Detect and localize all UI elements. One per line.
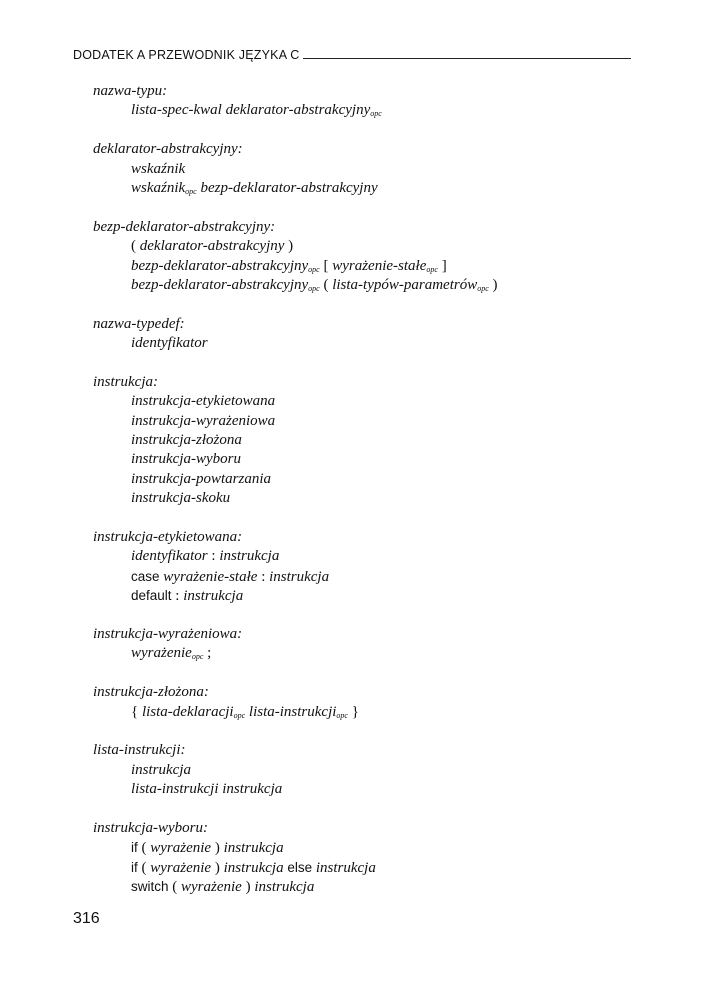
optional-subscript: opc (370, 109, 382, 119)
rule-alternative (93, 780, 653, 799)
rule-alternative (93, 858, 653, 877)
nonterminal: lista-instrukcji instrukcja (131, 781, 283, 798)
optional-subscript: opc (233, 710, 246, 720)
rule-alternative (93, 334, 653, 353)
nonterminal: instrukcja (131, 761, 191, 778)
optional-subscript: opc (308, 283, 320, 293)
nonterminal: instrukcja-skoku (131, 490, 231, 507)
rule-alternative (93, 838, 653, 857)
punctuation: ) (241, 879, 255, 896)
punctuation: { (131, 703, 142, 720)
grammar-rule (93, 315, 653, 354)
punctuation: ) (488, 276, 498, 293)
optional-subscript: opc (477, 283, 489, 293)
optional-subscript: opc (426, 264, 438, 274)
keyword: case (131, 568, 160, 584)
grammar-rule (93, 528, 653, 606)
nonterminal: instrukcja-złożona (131, 432, 242, 449)
rule-alternative (93, 703, 653, 722)
nonterminal: instrukcja (219, 548, 280, 565)
keyword: else (283, 859, 313, 875)
rule-name: nazwa-typu: (93, 83, 168, 99)
nonterminal: wyrażenie-stałe (159, 568, 258, 585)
rule-alternative (93, 470, 653, 489)
rule-name: instrukcja-wyboru: (93, 819, 208, 836)
rule-name: deklarator-abstrakcyjny: (93, 141, 243, 158)
grammar-rule (93, 218, 653, 296)
rule-name: instrukcja-etykietowana: (93, 528, 243, 545)
nonterminal: instrukcja-wyboru (131, 451, 241, 468)
nonterminal: bezp-deklarator-abstrakcyjny (131, 257, 309, 274)
grammar-rule (93, 625, 653, 664)
punctuation: ) (284, 238, 294, 255)
nonterminal: instrukcja (223, 859, 284, 876)
rule-name: instrukcja-złożona: (93, 684, 209, 701)
nonterminal: wyrażenie (181, 879, 242, 896)
punctuation: ( (131, 238, 140, 255)
rule-alternative (93, 431, 653, 450)
rule-alternative (93, 179, 653, 198)
rule-alternative (93, 450, 653, 469)
nonterminal: wyrażenie-stałe (332, 257, 427, 274)
grammar-rule (93, 741, 653, 799)
punctuation: ) (211, 840, 224, 857)
grammar-rule (93, 819, 653, 897)
nonterminal: bezp-deklarator-abstrakcyjny (131, 276, 309, 293)
punctuation: } (347, 703, 359, 720)
rule-alternative (93, 586, 653, 605)
rule-alternative (93, 276, 653, 295)
rule-alternative (93, 567, 653, 586)
keyword: default (131, 588, 172, 604)
rule-name: instrukcja: (93, 373, 158, 390)
punctuation: [ (319, 257, 333, 274)
header-title: DODATEK A PRZEWODNIK JĘZYKA C (73, 48, 300, 62)
rule-alternative (93, 412, 653, 431)
running-header (73, 42, 631, 62)
keyword: if (131, 859, 138, 875)
rule-alternative (93, 547, 653, 566)
nonterminal: bezp-deklarator-abstrakcyjny (196, 179, 378, 196)
rule-alternative (93, 237, 653, 256)
nonterminal: instrukcja (269, 568, 330, 585)
nonterminal: deklarator-abstrakcyjny (139, 238, 285, 255)
nonterminal: identyfikator (131, 335, 208, 352)
nonterminal: wyrażenie (150, 859, 212, 876)
nonterminal: wskaźnik (131, 179, 186, 196)
rule-name: bezp-deklarator-abstrakcyjny: (93, 218, 276, 235)
rule-name: instrukcja-wyrażeniowa: (93, 625, 243, 642)
punctuation: : (207, 548, 220, 565)
nonterminal: wyrażenie (150, 840, 212, 857)
rule-alternative (93, 101, 653, 120)
grammar-rule (93, 140, 653, 198)
keyword: if (131, 840, 138, 856)
optional-subscript: opc (185, 186, 197, 196)
grammar-rule (93, 82, 653, 121)
punctuation: ) (211, 859, 224, 876)
nonterminal: wyrażenie (131, 645, 192, 662)
optional-subscript: opc (308, 264, 320, 274)
nonterminal: instrukcja-wyrażeniowa (131, 412, 276, 429)
nonterminal: wskaźnik (131, 160, 186, 177)
punctuation: ] (437, 257, 447, 274)
nonterminal: instrukcja (254, 879, 315, 896)
nonterminal: instrukcja-powtarzania (131, 470, 272, 487)
punctuation: ( (137, 840, 151, 857)
rule-name: nazwa-typedef: (93, 315, 185, 332)
punctuation: : (171, 588, 184, 605)
nonterminal: lista-typów-parametrów (332, 276, 478, 293)
optional-subscript: opc (191, 652, 204, 662)
nonterminal: instrukcja-etykietowana (131, 393, 276, 410)
rule-alternative (93, 877, 653, 896)
rule-alternative (93, 257, 653, 276)
rule-alternative (93, 489, 653, 508)
rule-alternative (93, 761, 653, 780)
nonterminal: instrukcja (223, 840, 284, 857)
nonterminal: lista-spec-kwal deklarator-abstrakcyjny (131, 102, 371, 119)
nonterminal: lista-deklaracji (141, 703, 234, 720)
punctuation: ( (319, 276, 333, 293)
grammar-rule (93, 683, 653, 722)
header-rule (303, 58, 631, 59)
nonterminal: instrukcja (312, 859, 376, 876)
nonterminal: lista-instrukcji (245, 703, 337, 720)
rule-name: lista-instrukcji: (93, 742, 186, 759)
keyword: switch (131, 879, 169, 895)
nonterminal: instrukcja (183, 588, 244, 605)
grammar-rule (93, 373, 653, 509)
punctuation: : (257, 568, 270, 585)
rule-alternative (93, 644, 653, 663)
optional-subscript: opc (336, 710, 348, 720)
punctuation: ( (168, 879, 182, 896)
punctuation: ; (203, 645, 212, 662)
page-number: 316 (73, 910, 100, 927)
grammar-content (93, 82, 653, 916)
rule-alternative (93, 160, 653, 179)
punctuation: ( (137, 859, 151, 876)
rule-alternative (93, 392, 653, 411)
nonterminal: identyfikator (131, 548, 208, 565)
